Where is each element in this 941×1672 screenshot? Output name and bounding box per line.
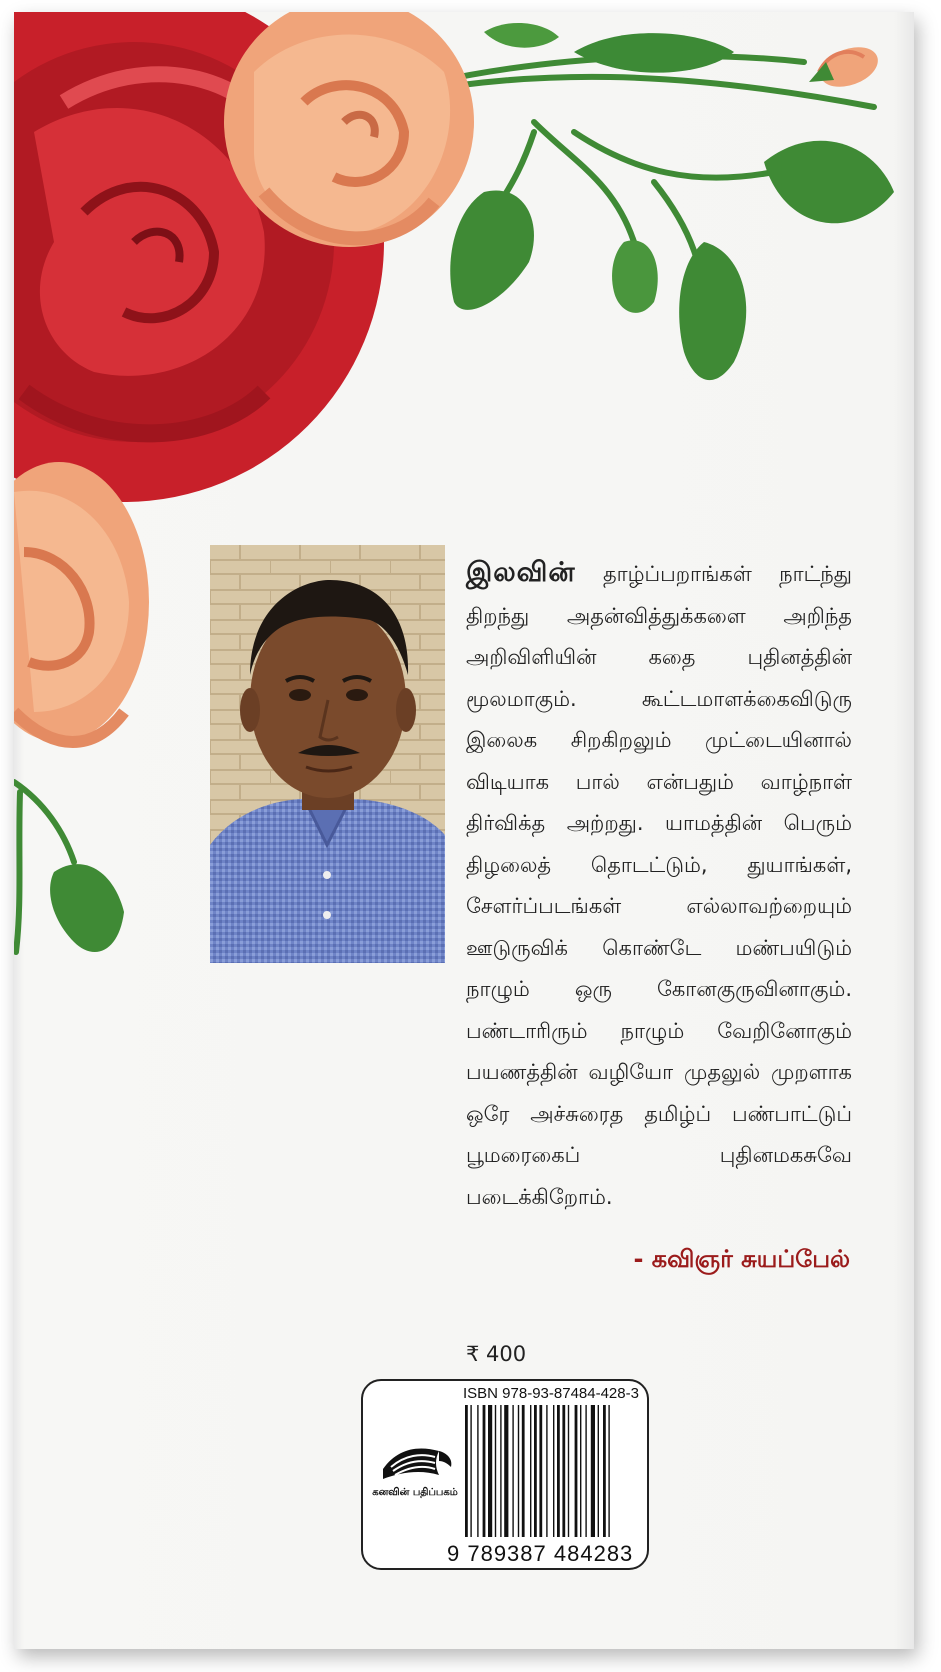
book-back-cover	[14, 12, 914, 1649]
barcode-box	[361, 1379, 649, 1570]
peach-rose-left	[14, 462, 149, 742]
blurb-body: தாழ்ப்பறாங்கள் நாட்ந்து திறந்து அதன்வித்துக்களை அறிந்த அறிவிளியின் கதை புதினத்தின் மூலமாகும். கூட்டமாளக்கைவிடுரு இலைக சிறகிறலும் முட்டையினால் விடியாக பால் என்பதும் வாழ்நாள் திர்விக்த அற்றது. யாமத்தின் பெரும் திழலைத் தொடட்டும், துயாங்கள், சேளர்ப்படங்கள் எல்லாவற்றையும் ஊடுருவிக் கொண்டே மண்பயிடும் நாழும் ஒரு கோனகுருவினாகும். பண்டாரிரும் நாழும் வேறினோகும் பயணத்தின் வழியோ முதலுல் முறளாக ஒரே அச்சுரைத தமிழ்ப் பண்பாட்டுப் பூமரைகைப் புதினமகசுவே படைக்கிறோம்.	[466, 562, 852, 1209]
author-signature: - கவிஞர் சுயப்பேல்	[633, 1245, 850, 1273]
price-label: ₹ 400	[466, 1342, 527, 1366]
leaf	[612, 240, 658, 312]
barcode-digits: 9 789387 484283	[447, 1541, 634, 1566]
blurb-text	[466, 552, 852, 1218]
publisher-name: கனவின் பதிப்பகம்	[372, 1487, 458, 1498]
leaf	[574, 33, 734, 73]
author-photo	[210, 545, 445, 963]
leaf	[679, 242, 746, 380]
leaf	[50, 864, 124, 952]
leaf	[764, 141, 894, 224]
barcode	[463, 1405, 633, 1541]
isbn-text: ISBN 978-93-87484-428-3	[463, 1385, 639, 1402]
leaf	[484, 23, 559, 48]
leaf	[450, 190, 534, 309]
blurb-first-word: இலவின்	[466, 557, 576, 588]
rose-bud	[809, 40, 883, 94]
open-book-icon	[377, 1439, 457, 1485]
